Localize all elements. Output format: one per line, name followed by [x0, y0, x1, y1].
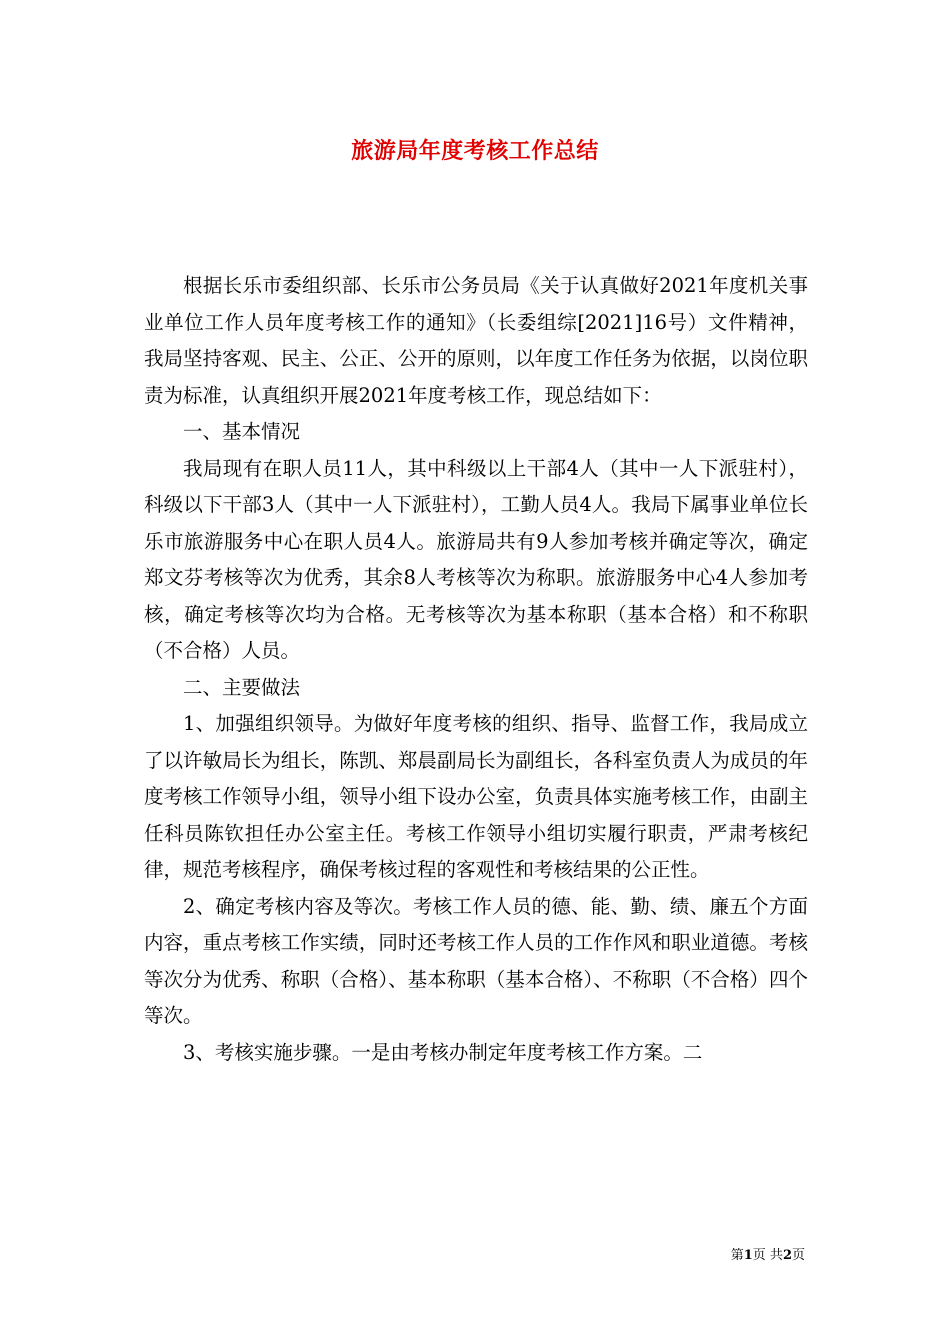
- footer-suffix: 页: [791, 1248, 805, 1263]
- section-heading-methods: 二、主要做法: [183, 675, 301, 699]
- paragraph-method-1: 1、加强组织领导。为做好年度考核的组织、指导、监督工作，我局成立了以许敏局长为组长，陈凯、郑晨副局长为副组长，各科室负责人为成员的年度考核工作领导小组，领导小组下设办公室，负责具体实施考核工作，由副主任科员陈钦担任办公室主任。考核工作领导小组切实履行职责，严肃考核纪律，规范考核程序，确保考核过程的客观性和考核结果的公正性。: [144, 712, 808, 881]
- page-number-footer: [731, 1244, 805, 1263]
- document-body: [144, 268, 808, 1071]
- section-heading-basic: 一、基本情况: [183, 420, 301, 443]
- paragraph-method-3: 3、考核实施步骤。一是由考核办制定年度考核工作方案。二: [183, 1040, 703, 1064]
- footer-prefix: 第: [730, 1248, 744, 1263]
- document-title: 旅游局年度考核工作总结: [351, 138, 599, 164]
- paragraph-method-2: 2、确定考核内容及等次。考核工作人员的德、能、勤、绩、廉五个方面内容，重点考核工作实绩，同时还考核工作人员的工作作风和职业道德。考核等次分为优秀、称职（合格）、基本称职（基本合格）、不称职（不合格）四个等次。: [144, 894, 808, 1027]
- footer-middle: 页 共: [752, 1248, 783, 1263]
- paragraph-basic-situation: 我局现有在职人员11人，其中科级以上干部4人（其中一人下派驻村），科级以下干部3人（其中一人下派驻村），工勤人员4人。我局下属事业单位长乐市旅游服务中心在职人员4人。旅游局共有9人参加考核并确定等次，确定郑文芬考核等次为优秀，其余8人考核等次为称职。旅游服务中心4人参加考核，确定考核等次均为合格。无考核等次为基本称职（基本合格）和不称职（不合格）人员。: [144, 456, 808, 662]
- footer-total-pages: 2: [782, 1248, 792, 1263]
- paragraph-intro: 根据长乐市委组织部、长乐市公务员局《关于认真做好2021年度机关事业单位工作人员年度考核工作的通知》（长委组综[2021]16号）文件精神，我局坚持客观、民主、公正、公开的原则，以年度工作任务为依据，以岗位职责为标准，认真组织开展2021年度考核工作，现总结如下：: [144, 274, 808, 407]
- footer-page-number: 1: [743, 1248, 753, 1263]
